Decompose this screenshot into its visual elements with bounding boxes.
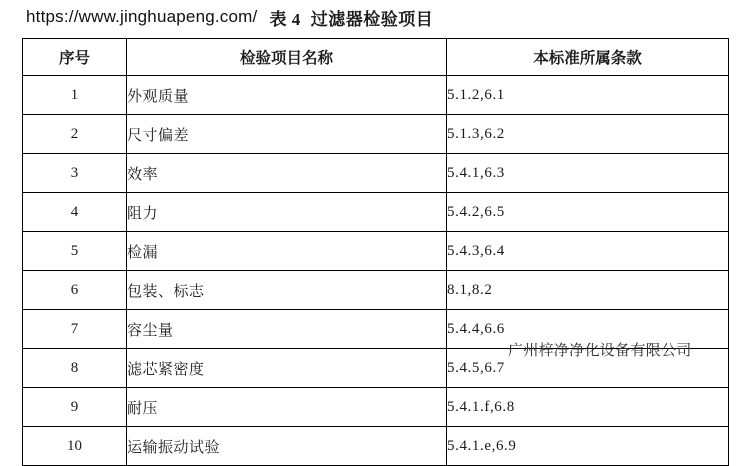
table-caption-number: 表 4 [269,9,301,29]
cell-no: 2 [23,115,127,154]
cell-clause: 5.1.3,6.2 [447,115,729,154]
cell-item-name: 滤芯紧密度 [127,349,447,388]
cell-no: 1 [23,76,127,115]
cell-clause: 5.4.4,6.6 [447,310,729,349]
column-header-no: 序号 [23,39,127,76]
cell-clause: 5.4.2,6.5 [447,193,729,232]
cell-no: 7 [23,310,127,349]
table-row [23,388,729,427]
cell-no: 8 [23,349,127,388]
table-row [23,349,729,388]
table-row [23,193,729,232]
cell-item-name: 检漏 [127,232,447,271]
cell-no: 6 [23,271,127,310]
cell-clause: 5.1.2,6.1 [447,76,729,115]
table-row [23,154,729,193]
cell-no: 4 [23,193,127,232]
source-url: https://www.jinghuapeng.com/ [26,7,258,26]
cell-item-name: 效率 [127,154,447,193]
cell-clause: 5.4.3,6.4 [447,232,729,271]
cell-item-name: 运输振动试验 [127,427,447,466]
table-row [23,115,729,154]
table-row [23,232,729,271]
cell-item-name: 外观质量 [127,76,447,115]
company-watermark: 广州梓净净化设备有限公司 [508,342,692,359]
cell-item-name: 容尘量 [127,310,447,349]
cell-no: 10 [23,427,127,466]
cell-clause: 8.1,8.2 [447,271,729,310]
cell-clause: 5.4.1.f,6.8 [447,388,729,427]
cell-item-name: 耐压 [127,388,447,427]
cell-item-name: 阻力 [127,193,447,232]
table-row [23,427,729,466]
column-header-clause: 本标准所属条款 [447,39,729,76]
cell-clause: 5.4.1.e,6.9 [447,427,729,466]
table-caption-title: 过滤器检验项目 [310,9,434,29]
document-header [0,0,750,34]
column-header-name: 检验项目名称 [127,39,447,76]
cell-clause: 5.4.5,6.7 [447,349,729,388]
table-caption [269,5,433,30]
cell-clause: 5.4.1,6.3 [447,154,729,193]
inspection-items-table [22,38,729,466]
table-row [23,310,729,349]
cell-no: 3 [23,154,127,193]
table-row [23,271,729,310]
table-row [23,76,729,115]
cell-no: 9 [23,388,127,427]
cell-no: 5 [23,232,127,271]
table-header-row [23,39,729,76]
cell-item-name: 包装、标志 [127,271,447,310]
cell-item-name: 尺寸偏差 [127,115,447,154]
